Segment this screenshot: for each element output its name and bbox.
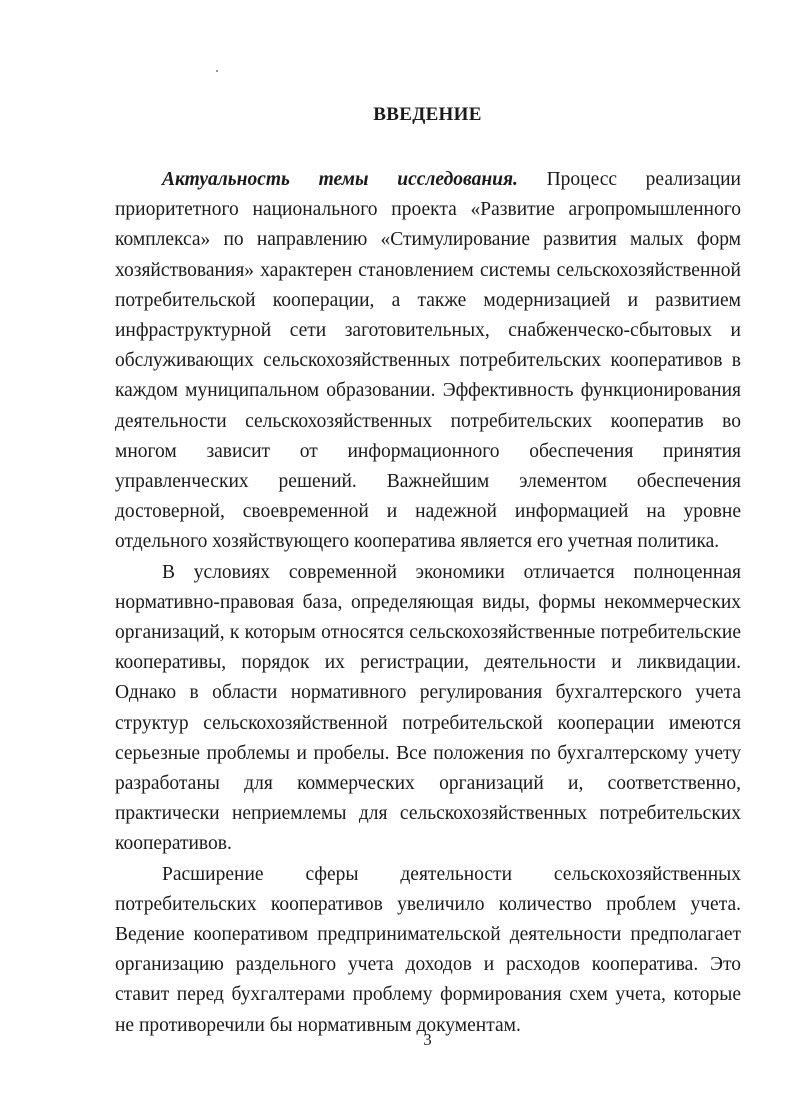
paragraph-relevance (115, 165, 741, 558)
scan-speck (216, 70, 218, 72)
paragraph-regulation: В условиях современной экономики отличается полноценная нормативно-правовая база, определяющая виды, формы некоммерческих организаций, к которым относятся сельскохозяйственные потребительские кооперативы, порядок их регистрации, деятельности и ликвидации. Однако в области нормативного регулирования бухгалтерского учета структур сельскохозяйственной потребительской кооперации имеются серьезные проблемы и пробелы. Все положения по бухгалтерскому учету разработаны для коммерческих организаций и, соответственно, практически неприемлемы для сельскохозяйственных потребительских кооперативов. (115, 561, 741, 855)
page-number: 3 (423, 1030, 432, 1049)
paragraph-text: Процесс реализации приоритетного национального проекта «Развитие агропромышленного комплекса» по направлению «Стимулирование развития малых форм хозяйствования» характерен становлением системы сельскохозяйственной потребительской кооперации, а также модернизацией и развитием инфраструктурной сети заготовительных, снабженческо-сбытовых и обслуживающих сельскохозяйственных потребительских кооперативов в каждом муниципальном образовании. Эффективность функционирования деятельности сельскохозяйственных потребительских кооператив во многом зависит от информационного обеспечения принятия управленческих решений. Важнейшим элементом обеспечения достоверной, своевременной и надежной информацией на уровне отдельного хозяйствующего кооператива является его учетная политика. (115, 169, 741, 553)
paragraph-accounting: Расширение сферы деятельности сельскохозяйственных потребительских кооперативов увеличило количество проблем учета. Ведение кооперативом предпринимательской деятельности предполагает организацию раздельного учета доходов и расходов кооператива. Это ставит перед бухгалтерами проблему формирования схем учета, которые не противоречили бы нормативным документам. (115, 863, 741, 1036)
section-heading: ВВЕДЕНИЕ (373, 104, 482, 125)
paragraph-lead: Актуальность темы исследования. (162, 169, 518, 190)
body-text (115, 165, 741, 1041)
